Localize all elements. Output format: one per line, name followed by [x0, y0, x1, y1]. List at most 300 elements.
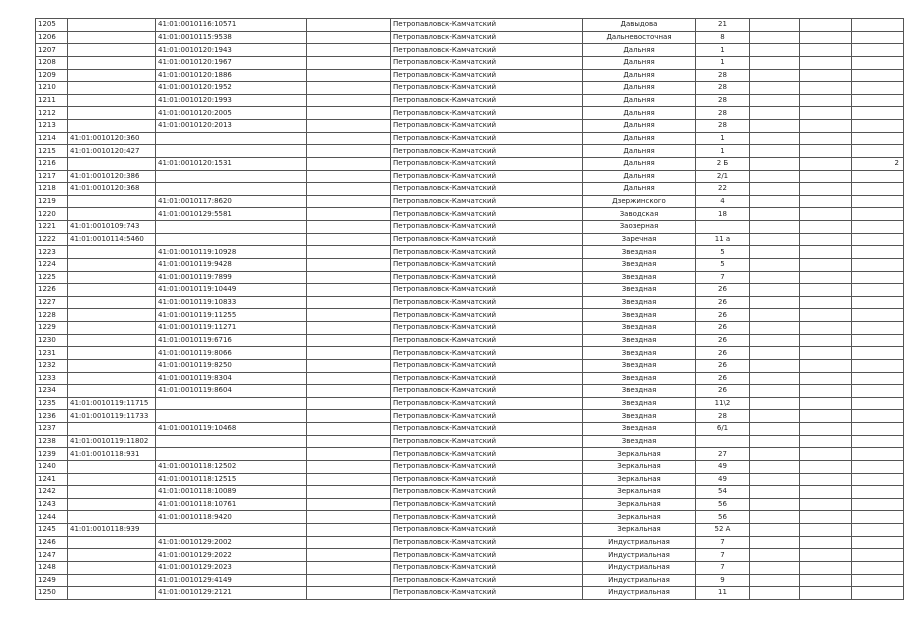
- table-cell: [750, 511, 800, 524]
- table-cell: [68, 473, 156, 486]
- table-cell: 1220: [36, 208, 68, 221]
- table-cell: [852, 448, 904, 461]
- table-cell: Дальняя: [583, 69, 696, 82]
- table-cell: [307, 561, 391, 574]
- table-cell: Петропавловск-Камчатский: [391, 410, 583, 423]
- table-cell: [68, 271, 156, 284]
- table-cell: Звездная: [583, 435, 696, 448]
- table-cell: [307, 170, 391, 183]
- table-cell: [800, 246, 852, 259]
- table-cell: 28: [696, 120, 750, 133]
- table-cell: [852, 69, 904, 82]
- table-cell: [68, 549, 156, 562]
- table-cell: [750, 56, 800, 69]
- table-cell: Петропавловск-Камчатский: [391, 309, 583, 322]
- table-cell: [307, 233, 391, 246]
- table-cell: Петропавловск-Камчатский: [391, 145, 583, 158]
- table-cell: [750, 448, 800, 461]
- table-cell: 56: [696, 498, 750, 511]
- table-cell: 1208: [36, 56, 68, 69]
- table-cell: [852, 524, 904, 537]
- table-cell: [800, 284, 852, 297]
- table-cell: [307, 536, 391, 549]
- table-cell: Звездная: [583, 347, 696, 360]
- table-cell: 49: [696, 460, 750, 473]
- table-row: [36, 157, 904, 170]
- table-cell: 41:01:0010119:8066: [156, 347, 307, 360]
- table-row: [36, 183, 904, 196]
- table-row: [36, 19, 904, 32]
- table-cell: [852, 183, 904, 196]
- table-cell: [750, 423, 800, 436]
- table-cell: [852, 561, 904, 574]
- table-cell: [800, 31, 852, 44]
- table-cell: [307, 460, 391, 473]
- table-cell: Петропавловск-Камчатский: [391, 246, 583, 259]
- table-cell: [307, 587, 391, 600]
- table-cell: [750, 574, 800, 587]
- table-cell: Заречная: [583, 233, 696, 246]
- table-cell: [68, 195, 156, 208]
- table-cell: 28: [696, 82, 750, 95]
- table-cell: [852, 233, 904, 246]
- table-cell: [800, 473, 852, 486]
- table-cell: [68, 56, 156, 69]
- table-cell: 1230: [36, 334, 68, 347]
- table-cell: 54: [696, 486, 750, 499]
- table-cell: Петропавловск-Камчатский: [391, 359, 583, 372]
- table-cell: [68, 334, 156, 347]
- table-cell: Петропавловск-Камчатский: [391, 397, 583, 410]
- table-cell: 41:01:0010119:11715: [68, 397, 156, 410]
- table-cell: 18: [696, 208, 750, 221]
- table-cell: 41:01:0010118:12502: [156, 460, 307, 473]
- table-cell: [307, 221, 391, 234]
- table-cell: Петропавловск-Камчатский: [391, 435, 583, 448]
- table-cell: Петропавловск-Камчатский: [391, 132, 583, 145]
- table-cell: Петропавловск-Камчатский: [391, 233, 583, 246]
- table-cell: [307, 511, 391, 524]
- table-cell: [750, 107, 800, 120]
- table-cell: [852, 284, 904, 297]
- table-cell: [750, 536, 800, 549]
- table-row: [36, 120, 904, 133]
- table-cell: [800, 385, 852, 398]
- table-cell: [307, 524, 391, 537]
- table-row: [36, 448, 904, 461]
- table-cell: 28: [696, 94, 750, 107]
- table-cell: Петропавловск-Камчатский: [391, 284, 583, 297]
- table-cell: 56: [696, 511, 750, 524]
- table-cell: [307, 372, 391, 385]
- table-cell: 41:01:0010118:9420: [156, 511, 307, 524]
- table-cell: Петропавловск-Камчатский: [391, 19, 583, 32]
- table-cell: 27: [696, 448, 750, 461]
- table-cell: 1205: [36, 19, 68, 32]
- table-cell: [750, 397, 800, 410]
- table-cell: 1214: [36, 132, 68, 145]
- table-cell: [68, 498, 156, 511]
- table-cell: [800, 145, 852, 158]
- table-cell: [68, 94, 156, 107]
- table-cell: 1232: [36, 359, 68, 372]
- table-cell: 26: [696, 385, 750, 398]
- table-cell: [852, 132, 904, 145]
- table-cell: Петропавловск-Камчатский: [391, 31, 583, 44]
- table-cell: [750, 31, 800, 44]
- table-row: [36, 208, 904, 221]
- table-cell: 26: [696, 322, 750, 335]
- table-cell: [68, 385, 156, 398]
- table-cell: [750, 82, 800, 95]
- table-cell: 1250: [36, 587, 68, 600]
- table-cell: Петропавловск-Камчатский: [391, 385, 583, 398]
- table-cell: 26: [696, 334, 750, 347]
- table-cell: Звездная: [583, 284, 696, 297]
- table-cell: [156, 233, 307, 246]
- table-row: [36, 486, 904, 499]
- table-cell: 1211: [36, 94, 68, 107]
- table-cell: [307, 271, 391, 284]
- table-cell: [307, 19, 391, 32]
- table-cell: [696, 221, 750, 234]
- table-cell: 41:01:0010120:1943: [156, 44, 307, 57]
- table-cell: [852, 397, 904, 410]
- table-cell: [852, 473, 904, 486]
- table-cell: 1242: [36, 486, 68, 499]
- table-cell: 41:01:0010129:5581: [156, 208, 307, 221]
- table-cell: [307, 486, 391, 499]
- table-row: [36, 107, 904, 120]
- table-cell: 41:01:0010120:1967: [156, 56, 307, 69]
- table-cell: 1241: [36, 473, 68, 486]
- table-cell: Зеркальная: [583, 448, 696, 461]
- table-cell: [800, 309, 852, 322]
- table-cell: [307, 423, 391, 436]
- table-cell: 1: [696, 132, 750, 145]
- table-cell: 1225: [36, 271, 68, 284]
- table-cell: 41:01:0010119:10833: [156, 296, 307, 309]
- table-cell: 1219: [36, 195, 68, 208]
- table-cell: [307, 107, 391, 120]
- table-cell: Индустриальная: [583, 549, 696, 562]
- table-cell: Заводская: [583, 208, 696, 221]
- table-cell: Петропавловск-Камчатский: [391, 271, 583, 284]
- table-cell: 1207: [36, 44, 68, 57]
- table-cell: [800, 170, 852, 183]
- table-cell: [852, 246, 904, 259]
- table-cell: [800, 183, 852, 196]
- table-cell: 1244: [36, 511, 68, 524]
- table-row: [36, 435, 904, 448]
- document-sheet: [35, 18, 904, 600]
- table-cell: [852, 359, 904, 372]
- table-cell: [750, 486, 800, 499]
- table-cell: [750, 271, 800, 284]
- table-cell: [156, 132, 307, 145]
- table-cell: [800, 107, 852, 120]
- table-cell: 52 А: [696, 524, 750, 537]
- table-cell: [68, 107, 156, 120]
- table-cell: [750, 410, 800, 423]
- table-cell: Петропавловск-Камчатский: [391, 423, 583, 436]
- table-cell: [800, 94, 852, 107]
- table-cell: [800, 498, 852, 511]
- table-cell: [800, 296, 852, 309]
- table-cell: 41:01:0010120:386: [68, 170, 156, 183]
- table-cell: [800, 258, 852, 271]
- table-cell: Зеркальная: [583, 524, 696, 537]
- table-cell: [307, 56, 391, 69]
- table-cell: [852, 56, 904, 69]
- table-cell: Зеркальная: [583, 460, 696, 473]
- table-cell: [750, 132, 800, 145]
- table-cell: [68, 44, 156, 57]
- table-cell: 28: [696, 410, 750, 423]
- table-cell: 1235: [36, 397, 68, 410]
- table-cell: 1210: [36, 82, 68, 95]
- table-cell: [750, 334, 800, 347]
- table-row: [36, 385, 904, 398]
- table-cell: [800, 524, 852, 537]
- table-cell: 41:01:0010115:9538: [156, 31, 307, 44]
- table-cell: Петропавловск-Камчатский: [391, 561, 583, 574]
- table-cell: [156, 221, 307, 234]
- table-cell: [68, 309, 156, 322]
- table-cell: 41:01:0010120:2005: [156, 107, 307, 120]
- table-cell: [307, 195, 391, 208]
- table-row: [36, 233, 904, 246]
- table-cell: [750, 233, 800, 246]
- table-cell: [800, 397, 852, 410]
- table-cell: 1226: [36, 284, 68, 297]
- table-cell: [800, 132, 852, 145]
- table-cell: 41:01:0010119:10449: [156, 284, 307, 297]
- table-cell: 1247: [36, 549, 68, 562]
- table-cell: Петропавловск-Камчатский: [391, 448, 583, 461]
- table-cell: [68, 120, 156, 133]
- table-row: [36, 132, 904, 145]
- table-cell: 26: [696, 359, 750, 372]
- table-cell: [852, 322, 904, 335]
- table-cell: [852, 120, 904, 133]
- table-body: [36, 19, 904, 600]
- table-cell: Давыдова: [583, 19, 696, 32]
- table-cell: [800, 587, 852, 600]
- table-cell: 41:01:0010118:10761: [156, 498, 307, 511]
- table-cell: Петропавловск-Камчатский: [391, 157, 583, 170]
- table-cell: [750, 246, 800, 259]
- table-cell: 41:01:0010116:10571: [156, 19, 307, 32]
- table-cell: Индустриальная: [583, 574, 696, 587]
- table-cell: Зеркальная: [583, 486, 696, 499]
- table-cell: [68, 460, 156, 473]
- table-cell: [800, 334, 852, 347]
- table-cell: [696, 435, 750, 448]
- table-cell: 1231: [36, 347, 68, 360]
- table-cell: 41:01:0010119:11255: [156, 309, 307, 322]
- table-cell: 1221: [36, 221, 68, 234]
- table-cell: 41:01:0010118:12515: [156, 473, 307, 486]
- table-cell: [852, 423, 904, 436]
- table-cell: [800, 423, 852, 436]
- table-cell: [307, 347, 391, 360]
- table-cell: [307, 246, 391, 259]
- table-cell: 49: [696, 473, 750, 486]
- table-cell: Звездная: [583, 271, 696, 284]
- table-cell: Звездная: [583, 322, 696, 335]
- table-cell: [800, 208, 852, 221]
- table-cell: [800, 410, 852, 423]
- table-cell: 41:01:0010109:743: [68, 221, 156, 234]
- table-cell: [307, 132, 391, 145]
- table-row: [36, 221, 904, 234]
- table-cell: [750, 309, 800, 322]
- table-cell: [852, 258, 904, 271]
- table-cell: [156, 410, 307, 423]
- table-row: [36, 524, 904, 537]
- table-cell: 41:01:0010119:9428: [156, 258, 307, 271]
- table-cell: 41:01:0010129:2121: [156, 587, 307, 600]
- table-cell: 41:01:0010120:427: [68, 145, 156, 158]
- table-cell: [307, 157, 391, 170]
- table-cell: [307, 309, 391, 322]
- table-cell: Звездная: [583, 296, 696, 309]
- table-cell: Дальняя: [583, 94, 696, 107]
- table-cell: [750, 183, 800, 196]
- table-cell: 11\2: [696, 397, 750, 410]
- table-cell: [307, 44, 391, 57]
- table-cell: [68, 157, 156, 170]
- table-cell: 41:01:0010120:1952: [156, 82, 307, 95]
- table-cell: [750, 195, 800, 208]
- table-row: [36, 334, 904, 347]
- table-cell: Индустриальная: [583, 536, 696, 549]
- table-row: [36, 69, 904, 82]
- table-row: [36, 561, 904, 574]
- table-cell: 1224: [36, 258, 68, 271]
- table-cell: [68, 296, 156, 309]
- table-cell: Петропавловск-Камчатский: [391, 372, 583, 385]
- table-cell: Зеркальная: [583, 511, 696, 524]
- table-cell: 1245: [36, 524, 68, 537]
- table-cell: [852, 587, 904, 600]
- table-cell: 8: [696, 31, 750, 44]
- table-cell: [852, 221, 904, 234]
- table-cell: [750, 296, 800, 309]
- table-cell: 41:01:0010114:5460: [68, 233, 156, 246]
- table-cell: Петропавловск-Камчатский: [391, 511, 583, 524]
- table-row: [36, 296, 904, 309]
- table-cell: Зеркальная: [583, 498, 696, 511]
- table-cell: Звездная: [583, 372, 696, 385]
- table-cell: Петропавловск-Камчатский: [391, 334, 583, 347]
- table-cell: [68, 511, 156, 524]
- table-cell: Дальняя: [583, 145, 696, 158]
- table-cell: [307, 334, 391, 347]
- table-cell: 1240: [36, 460, 68, 473]
- table-cell: Петропавловск-Камчатский: [391, 107, 583, 120]
- table-cell: [750, 44, 800, 57]
- table-cell: Петропавловск-Камчатский: [391, 94, 583, 107]
- table-cell: [852, 271, 904, 284]
- table-cell: [852, 549, 904, 562]
- table-cell: Петропавловск-Камчатский: [391, 195, 583, 208]
- table-cell: 41:01:0010120:2013: [156, 120, 307, 133]
- table-cell: [307, 183, 391, 196]
- table-cell: Индустриальная: [583, 561, 696, 574]
- table-cell: [800, 486, 852, 499]
- table-cell: Дальневосточная: [583, 31, 696, 44]
- table-row: [36, 145, 904, 158]
- table-row: [36, 195, 904, 208]
- table-cell: 7: [696, 271, 750, 284]
- table-cell: Петропавловск-Камчатский: [391, 322, 583, 335]
- table-cell: Петропавловск-Камчатский: [391, 208, 583, 221]
- table-cell: 1213: [36, 120, 68, 133]
- table-cell: 9: [696, 574, 750, 587]
- property-table: [35, 18, 904, 600]
- table-cell: 1: [696, 56, 750, 69]
- table-cell: [750, 498, 800, 511]
- table-cell: 7: [696, 549, 750, 562]
- table-cell: [307, 322, 391, 335]
- table-cell: [68, 284, 156, 297]
- table-cell: 1248: [36, 561, 68, 574]
- table-cell: [750, 372, 800, 385]
- table-cell: [750, 524, 800, 537]
- table-cell: Дальняя: [583, 82, 696, 95]
- table-cell: [307, 385, 391, 398]
- table-cell: Звездная: [583, 258, 696, 271]
- table-cell: [852, 334, 904, 347]
- table-cell: 1: [696, 145, 750, 158]
- table-cell: [68, 347, 156, 360]
- table-cell: Петропавловск-Камчатский: [391, 296, 583, 309]
- table-cell: 41:01:0010120:1886: [156, 69, 307, 82]
- table-row: [36, 372, 904, 385]
- table-cell: [307, 31, 391, 44]
- table-cell: [800, 435, 852, 448]
- table-cell: Дальняя: [583, 157, 696, 170]
- table-cell: [852, 31, 904, 44]
- table-cell: [750, 322, 800, 335]
- table-row: [36, 498, 904, 511]
- table-row: [36, 309, 904, 322]
- table-cell: 41:01:0010119:6716: [156, 334, 307, 347]
- table-cell: [852, 385, 904, 398]
- table-cell: [852, 511, 904, 524]
- table-cell: [800, 82, 852, 95]
- table-cell: 1239: [36, 448, 68, 461]
- table-cell: [750, 385, 800, 398]
- table-cell: 41:01:0010129:2023: [156, 561, 307, 574]
- table-cell: 41:01:0010118:931: [68, 448, 156, 461]
- table-cell: 41:01:0010119:10928: [156, 246, 307, 259]
- table-cell: [750, 460, 800, 473]
- table-row: [36, 574, 904, 587]
- table-cell: [750, 94, 800, 107]
- table-cell: 26: [696, 296, 750, 309]
- table-cell: [68, 246, 156, 259]
- table-row: [36, 284, 904, 297]
- table-cell: [800, 44, 852, 57]
- table-cell: [307, 498, 391, 511]
- table-cell: Индустриальная: [583, 587, 696, 600]
- table-cell: 41:01:0010118:10089: [156, 486, 307, 499]
- table-cell: [852, 498, 904, 511]
- table-cell: [852, 536, 904, 549]
